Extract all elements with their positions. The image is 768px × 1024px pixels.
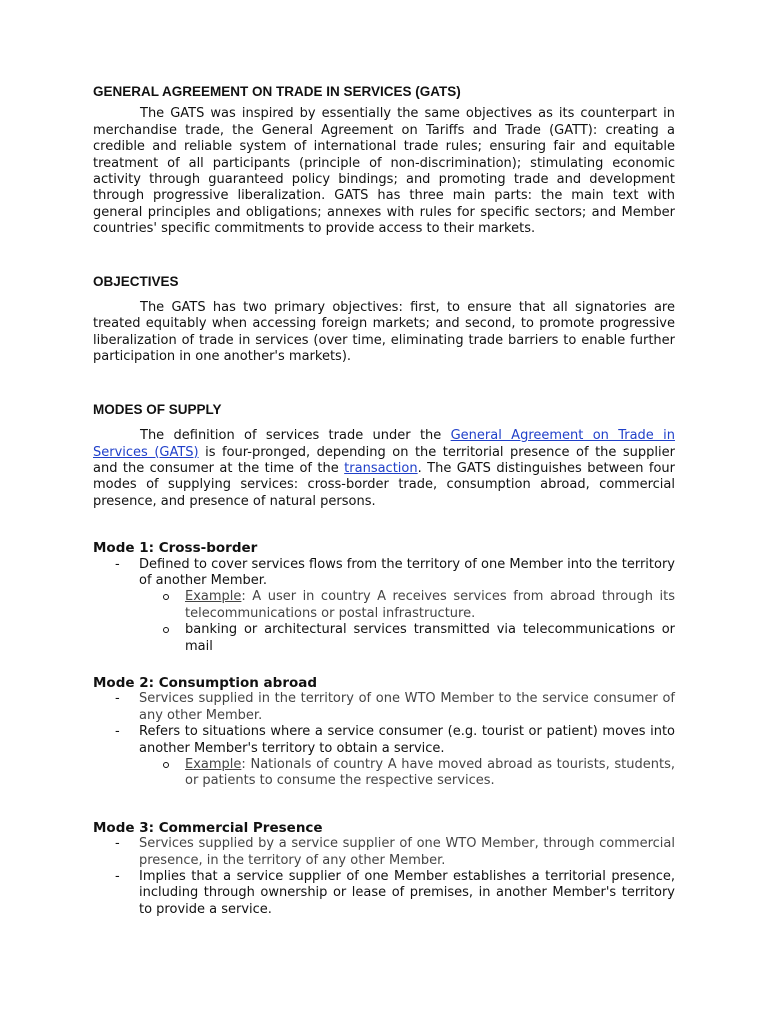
mode1-list	[93, 557, 675, 655]
objectives-paragraph: The GATS has two primary objectives: first, to ensure that all signatories are treated equitably when accessing foreign markets; and second, to promote progressive liberalization of trade in services (over time, eliminating trade barriers to enable further participation in one another's markets).	[93, 300, 675, 365]
dash-bullet: -	[115, 556, 120, 572]
mode1-example-text: : A user in country A receives services from abroad through its telecommunications or postal infrastructure.	[185, 589, 675, 621]
list-item	[115, 556, 675, 655]
mode1-heading: Mode 1: Cross-border	[93, 540, 258, 557]
modes-heading: MODES OF SUPPLY	[93, 401, 222, 417]
document-body	[93, 84, 675, 918]
example-label: Example	[185, 757, 242, 772]
dash-bullet: -	[115, 836, 120, 852]
circle-bullet-icon	[163, 627, 169, 633]
mode3-heading: Mode 3: Commercial Presence	[93, 819, 323, 836]
mode1-sublist	[139, 589, 675, 655]
objectives-heading: OBJECTIVES	[93, 273, 179, 289]
mode1-sub2: banking or architectural services transmitted via telecommunications or mail	[185, 622, 675, 654]
list-item	[115, 836, 675, 869]
transaction-link[interactable]: transaction	[344, 460, 418, 476]
intro-paragraph: The GATS was inspired by essentially the same objectives as its counterpart in merchandise trade, the General Agreement on Tariffs and Trade (GATT): creating a credible and reliable system of international trade rules; ensuring fair and equitable treatment of all participants (principle of non-discrimination); stimulating economic activity through guaranteed policy bindings; and promoting trade and development through progressive liberalization. GATS has three main parts: the main text with general principles and obligations; annexes with rules for specific sectors; and Member countries' specific commitments to provide access to their markets.	[93, 106, 675, 237]
dash-bullet: -	[115, 869, 120, 885]
mode3-item2: Implies that a service supplier of one Member establishes a territorial presence, including through ownership or lease of premises, in another Member's territory to provide a service.	[139, 869, 675, 917]
mode1-item1: Defined to cover services flows from the territory of one Member into the territory of another Member.	[139, 556, 675, 588]
dash-bullet: -	[115, 691, 120, 707]
modes-text-2: is four-pronged, depending on the territorial presence of the supplier and the consumer at the time of the	[93, 444, 675, 476]
gats-link[interactable]: General Agreement on Trade in Services (GATS)	[93, 428, 675, 460]
mode2-heading: Mode 2: Consumption abroad	[93, 674, 318, 691]
mode3-item1: Services supplied by a service supplier of one WTO Member, through commercial presence, in the territory of any other Member.	[139, 836, 675, 868]
list-item	[185, 757, 675, 790]
list-item	[185, 622, 675, 655]
modes-text-1: The definition of services trade under the	[140, 428, 451, 444]
list-item	[115, 869, 675, 918]
circle-bullet-icon	[163, 594, 169, 600]
list-item	[185, 589, 675, 622]
list-item	[115, 691, 675, 724]
modes-paragraph	[93, 428, 675, 510]
dash-bullet: -	[115, 724, 120, 740]
modes-text-3: . The GATS distinguishes between four modes of supplying services: cross-border trade, consumption abroad, commercial presence, and presence of natural persons.	[93, 460, 675, 509]
mode2-item1: Services supplied in the territory of one WTO Member to the service consumer of any other Member.	[139, 691, 675, 723]
list-item	[115, 724, 675, 790]
mode2-example-text: : Nationals of country A have moved abroad as tourists, students, or patients to consume the respective services.	[185, 757, 675, 789]
example-label: Example	[185, 589, 242, 605]
mode2-sublist	[139, 757, 675, 790]
mode2-item2: Refers to situations where a service consumer (e.g. tourist or patient) moves into another Member's territory to obtain a service.	[139, 724, 675, 756]
mode3-list	[93, 836, 675, 918]
document-title: GENERAL AGREEMENT ON TRADE IN SERVICES (GATS)	[93, 84, 461, 99]
mode2-list	[93, 691, 675, 789]
circle-bullet-icon	[163, 762, 169, 768]
